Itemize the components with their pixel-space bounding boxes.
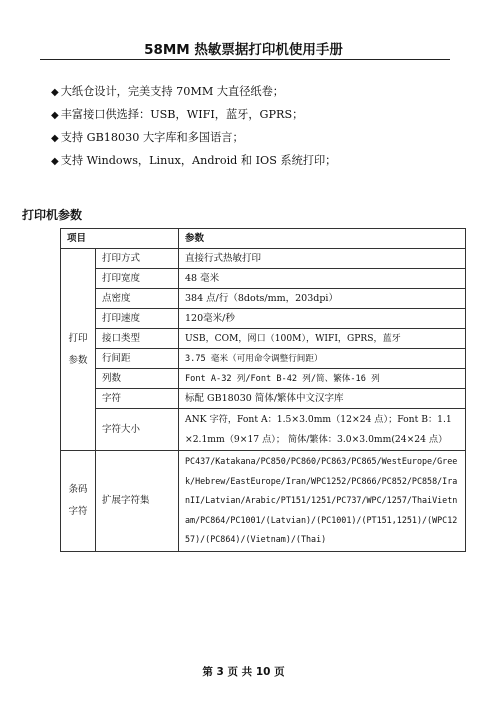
feature-text: 大纸仓设计，完美支持 70MM 大直径纸卷； [60,85,284,98]
group-label-print-params: 打印 参数 [61,249,96,451]
feature-text: 支持 Windows，Linux，Android 和 IOS 系统打印； [60,154,337,167]
param-value: PC437/Katakana/PC850/PC860/PC863/PC865/WestEurope/Greek/Hebrew/EastEurope/Iran/WPC1252/PC866/PC852/PC858/IranII/Latvian/Arabic/PT151/1251/PC737/WPC/1257/ThaiVietnam/PC864/PC1001/(Latvian)/(PC1001)/(PT151,1251)/(WPC1257)/(PC864)/(Vietnam)/(Thai) [179,451,466,552]
page-header-title: 58MM 热敏票据打印机使用手册 [144,42,343,58]
table-header-row [61,229,466,249]
param-value: USB，COM，网口（100M），WIFI，GPRS，蓝牙 [179,329,466,349]
group-label-barcode-chars: 条码 字符 [61,451,96,552]
feature-item [51,150,336,173]
feature-item [51,81,336,104]
param-name: 字符大小 [96,409,179,451]
table-row [61,269,466,289]
feature-list [51,81,336,173]
param-value: Font A-32 列/Font B-42 列/简、繁体-16 列 [179,369,466,389]
table-row [61,451,466,552]
spec-table [60,228,466,552]
diamond-bullet-icon: ◆ [51,133,59,144]
param-value: 3.75 毫米（可用命令调整行间距） [179,349,466,369]
param-name: 打印速度 [96,309,179,329]
param-value: ANK 字符，Font A：1.5×3.0mm（12×24 点）；Font B：1.1×2.1mm（9×17 点）； 简体/繁体：3.0×3.0mm(24×24 点） [179,409,466,451]
param-name: 字符 [96,389,179,409]
param-name: 行间距 [96,349,179,369]
diamond-bullet-icon: ◆ [51,110,59,121]
feature-text: 丰富接口供选择：USB，WIFI，蓝牙，GPRS； [60,108,304,121]
header-cell-item: 项目 [61,229,179,249]
param-name: 打印宽度 [96,269,179,289]
table-row [61,289,466,309]
param-value: 48 毫米 [179,269,466,289]
diamond-bullet-icon: ◆ [51,87,59,98]
param-value: 120毫米/秒 [179,309,466,329]
table-row [61,349,466,369]
param-name: 列数 [96,369,179,389]
table-row [61,329,466,349]
table-row [61,389,466,409]
table-row [61,249,466,269]
header-divider [40,59,450,60]
feature-text: 支持 GB18030 大字库和多国语言； [60,131,244,144]
table-row [61,309,466,329]
feature-item [51,104,336,127]
param-name: 打印方式 [96,249,179,269]
param-name: 接口类型 [96,329,179,349]
header-cell-param: 参数 [179,229,466,249]
param-name: 扩展字符集 [96,451,179,552]
section-title: 打印机参数 [22,208,83,222]
diamond-bullet-icon: ◆ [51,156,59,167]
param-value: 直接行式热敏打印 [179,249,466,269]
page-footer: 第 3 页 共 10 页 [202,666,285,678]
param-value: 384 点/行（8dots/mm，203dpi） [179,289,466,309]
feature-item [51,127,336,150]
table-row [61,369,466,389]
param-value: 标配 GB18030 简体/繁体中文汉字库 [179,389,466,409]
param-name: 点密度 [96,289,179,309]
table-row [61,409,466,451]
